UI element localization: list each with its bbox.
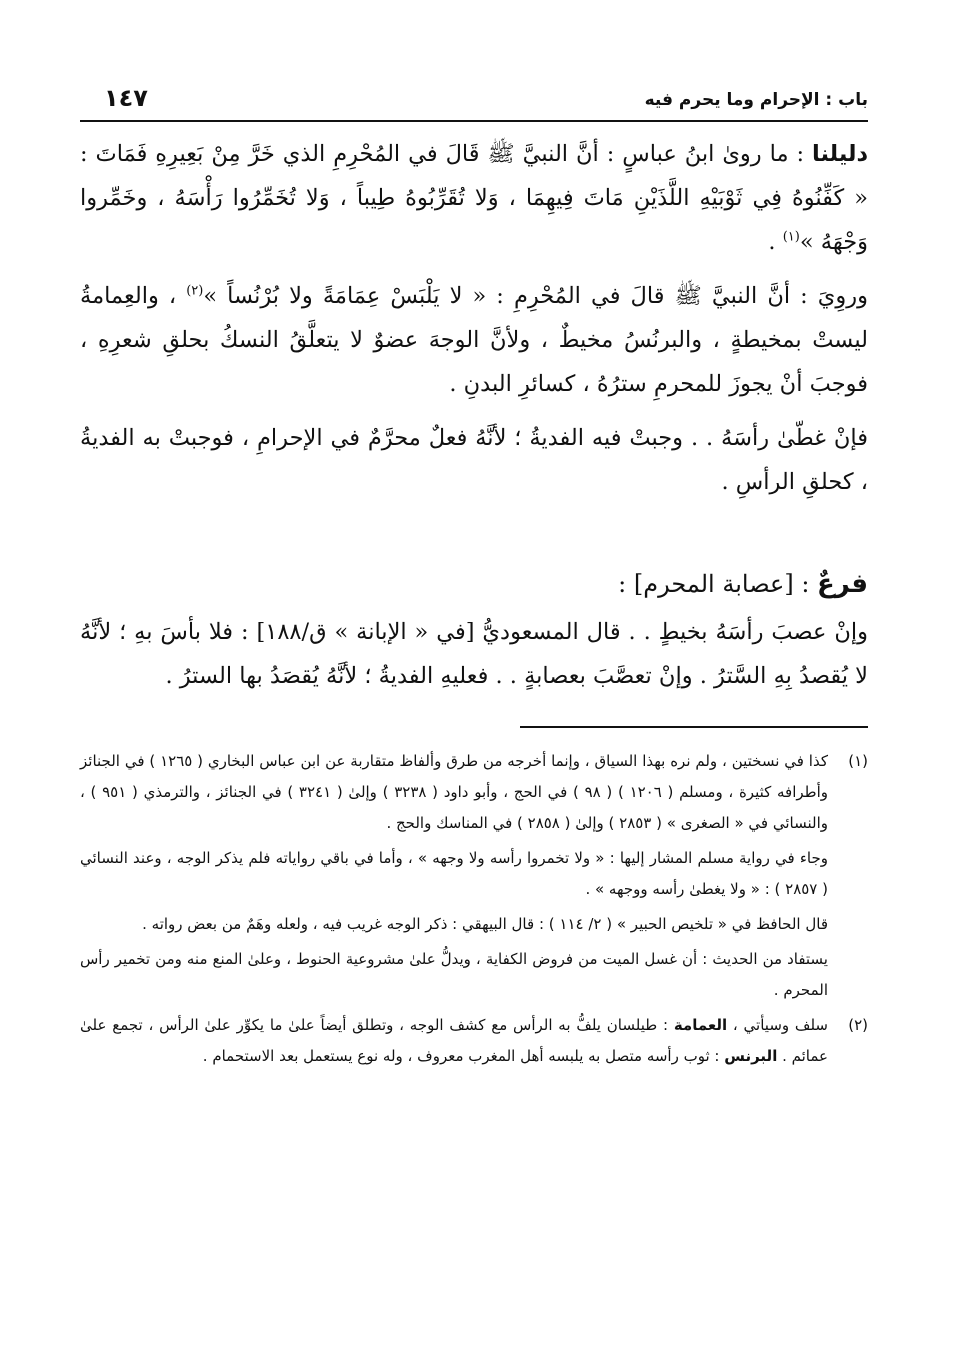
footnote-2 — [80, 1010, 868, 1072]
footnote-1-number: (١) — [848, 752, 868, 770]
footnote-1-body — [80, 746, 828, 1006]
footnote-ref-1: (١) — [782, 229, 800, 245]
evidence-end: . — [768, 229, 783, 255]
paragraph-narration — [80, 274, 868, 406]
paragraph-evidence — [80, 132, 868, 264]
footnote-2-body — [80, 1010, 828, 1072]
branch-heading — [80, 562, 868, 606]
footnote-separator — [520, 726, 868, 728]
footnote-1-paragraph: كذا في نسختين ، ولم نره بهذا السياق ، وإنما أخرجه من طرق وألفاظ متقاربة عن ابن عباس البخاري ( ١٢٦٥ ) في الجنائز وأطرافه كثيرة ، ومسلم ( ١٢٠٦ ) ( ٩٨ ) في الحج ، وأبو داود ( ٣٢٣٨ ) وإلىٰ ( ٣٢٤١ ) في الجنائز ، والترمذي ( ٩٥١ ) ، والنسائي في « الصغرى » ( ٢٨٥٣ ) وإلىٰ ( ٢٨٥٨ ) في المناسك والحج . — [80, 752, 829, 832]
footnote-1-paragraph: يستفاد من الحديث : أن غسل الميت من فروض الكفاية ، ويدلُّ علىٰ مشروعية الحنوط ، وعلىٰ المنع منه ومن تخمير رأس المحرم . — [80, 950, 828, 999]
running-header — [80, 84, 868, 122]
term-burnous: البرنس — [724, 1047, 778, 1065]
footnote-ref-2: (٢) — [186, 283, 204, 299]
footnotes — [80, 746, 868, 1072]
evidence-text: : ما روىٰ ابنُ عباسٍ : أنَّ النبيَّ ﷺ قَالَ في المُحْرِمِ الذي خَرَّ مِنْ بَعِيرِهِ فَمَاتَ : « كَفِّنُوهُ فِي ثَوْبَيْهِ اللَّذَيْنِ مَاتَ فِيهِمَا ، وَلا تُقَرِّبُوهُ طِيباً ، وَلا تُخَمِّرُوا رَأْسَهُ ، وخَمِّروا وَجْهَهُ » — [80, 141, 868, 255]
footnote-2-paragraph — [80, 1010, 828, 1072]
paragraph-bandage: وإنْ عصبَ رأسَهُ بخيطٍ . . قال المسعوديُّ [في « الإبانة » ق/١٨٨] : فلا بأسَ بهِ ؛ لأنَّهُ لا يُقصدُ بِهِ السَّترُ . وإنْ تعصَّبَ بعصابةٍ . . فعليهِ الفديةُ ؛ لأنَّهُ يُقصَدُ بها السترُ . — [80, 619, 869, 689]
footnote-separator-wrap — [80, 708, 868, 746]
footnote-1-paragraph: قال الحافظ في « تلخيص الحبير » ( ٢/ ١١٤ ) : قال البيهقي : ذكر الوجه غريب فيه ، ولعله وهَمٌ من بعض رواته . — [142, 915, 828, 933]
page-number: ١٤٧ — [104, 84, 148, 112]
term-turban: العمامة — [673, 1016, 728, 1034]
footnote-2-text: : ثوب رأسه متصل به يلبسه أهل المغرب معروف ، وله نوع يستعمل بعد الاستحمام . — [202, 1047, 725, 1065]
paragraph-ransom: فإنْ غطّىٰ رأسَهُ . . وجبتْ فيه الفديةُ ؛ لأنَّهُ فعلٌ محرَّمٌ في الإحرامِ ، فوجبتْ به الفديةُ ، كحلقِ الرأسِ . — [80, 425, 868, 495]
branch-title: : [عصابة المحرم] : — [618, 570, 818, 598]
footnote-2-text: : طيلسان يلفُّ به الرأس مع كشف الوجه ، وتطلق أيضاً علىٰ ما يكوِّر علىٰ الرأس ، تجمع علىٰ عمائم . — [80, 1016, 828, 1065]
main-text — [80, 132, 868, 698]
narration-end: ، والعِمامةُ ليستْ بمخيطةٍ ، والبرنُسُ مخيطٌ ، ولأنَّ الوجهَ عضوٌ لا يتعلَّقُ النسكُ بحلقِ شعرِهِ ، فوجبَ أنْ يجوزَ للمحرمِ سترُهُ ، كسائرِ البدنِ . — [80, 283, 868, 397]
branch-lead: فرعٌ — [817, 569, 868, 599]
evidence-lead: دليلنا — [812, 141, 868, 167]
book-page — [80, 84, 868, 1324]
footnote-2-number: (٢) — [848, 1016, 868, 1034]
section-gap — [80, 514, 868, 562]
narration-text: وروِيَ : أنَّ النبيَّ ﷺ قالَ في المُحْرِمِ : « لا يَلْبَسْ عِمَامَةً ولا بُرْنُساً » — [203, 283, 869, 309]
footnote-1 — [80, 746, 868, 1006]
chapter-title: باب : الإحرام وما يحرم فيه — [644, 90, 868, 110]
footnote-1-paragraph: وجاء في رواية مسلم المشار إليها : « ولا تخمروا رأسه ولا وجهه » ، وأما في باقي رواياته فلم يذكر الوجه ، وعند النسائي ( ٢٨٥٧ ) : « ولا يغطىٰ رأسه ووجهه » . — [80, 849, 828, 898]
footnote-2-text: سلف وسيأتي ، — [727, 1016, 828, 1034]
